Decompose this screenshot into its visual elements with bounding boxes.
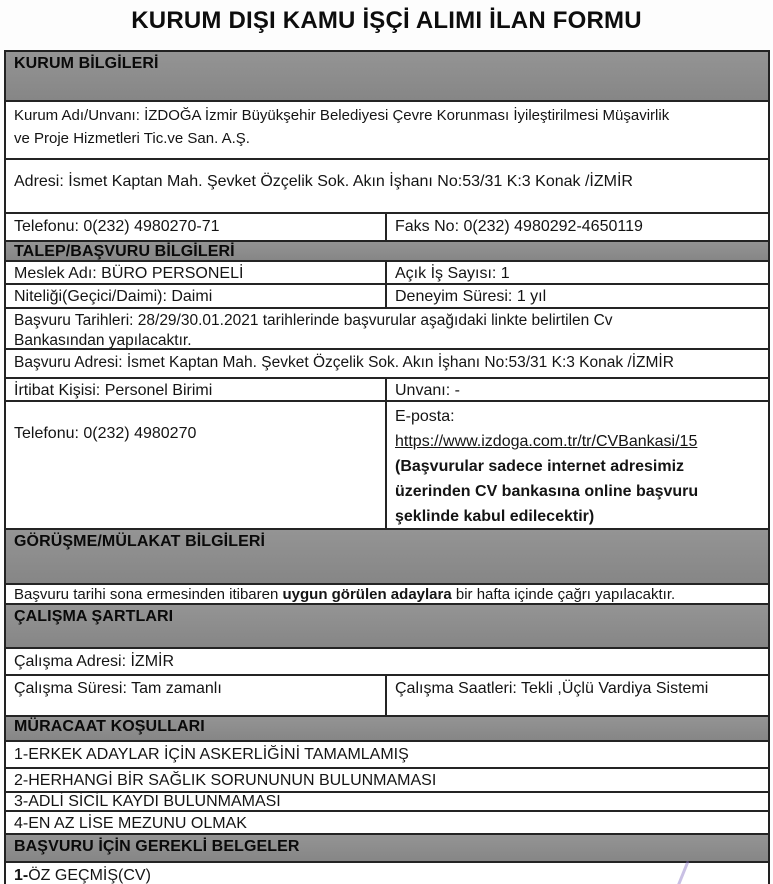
row-kurum-adi: [6, 100, 768, 158]
row-niteligi-deneyim: [6, 283, 768, 307]
row-telefon-eposta: [6, 400, 768, 528]
belge-item-1-text: ÖZ GEÇMİŞ(CV): [28, 867, 151, 884]
kosul-item-1: 1-ERKEK ADAYLAR İÇİN ASKERLİĞİNİ TAMAMLAMIŞ: [14, 746, 409, 763]
row-basvuru-adresi: [6, 348, 768, 377]
section-header-calisma-sartlari: ÇALIŞMA ŞARTLARI: [6, 603, 768, 647]
kurum-adi-line1: Kurum Adı/Unvanı: İZDOĞA İzmir Büyükşehir Belediyesi Çevre Korunması İyileştirilmesi Müşavirlik: [14, 107, 670, 124]
section-header-gorusme-mulakat: GÖRÜŞME/MÜLAKAT BİLGİLERİ: [6, 528, 768, 583]
field-acik-is-sayisi: Açık İş Sayısı: 1: [395, 265, 510, 282]
field-deneyim-suresi: Deneyim Süresi: 1 yıl: [395, 288, 547, 305]
kosul-item-4: 4-EN AZ LİSE MEZUNU OLMAK: [14, 815, 247, 832]
field-basvuru-adresi: Başvuru Adresi: İsmet Kaptan Mah. Şevket Özçelik Sok. Akın İşhanı No:53/31 K:3 Konak /İZMİR: [14, 354, 674, 371]
basvuru-tarihleri-line1: Başvuru Tarihleri: 28/29/30.01.2021 tarihlerinde başvurular aşağıdaki linkte belirtilen Cv: [14, 312, 613, 329]
row-irtibat-unvani: [6, 377, 768, 400]
gorusme-text: [6, 585, 768, 603]
row-kosul-1: [6, 740, 768, 767]
row-kosul-3: [6, 791, 768, 810]
section-header-gerekli-belgeler: BAŞVURU İÇİN GEREKLİ BELGELER: [6, 833, 768, 861]
row-adresi: [6, 158, 768, 212]
field-faks-no: Faks No: 0(232) 4980292-4650119: [395, 218, 643, 235]
page-title: KURUM DIŞI KAMU İŞÇİ ALIMI İLAN FORMU: [131, 7, 642, 34]
eposta-link[interactable]: https://www.izdoga.com.tr/tr/CVBankasi/15: [395, 433, 698, 450]
belge-item-1: [6, 863, 768, 884]
gorusme-text-prefix: Başvuru tarihi sona ermesinden itibaren: [14, 586, 283, 603]
belge-item-1-num: 1-: [14, 867, 29, 884]
field-adresi: Adresi: İsmet Kaptan Mah. Şevket Özçelik Sok. Akın İşhanı No:53/31 K:3 Konak /İZMİR: [14, 173, 633, 190]
kosul-item-3: 3-ADLİ SİCİL KAYDI BULUNMAMASI: [14, 793, 281, 810]
field-unvani: Unvanı: -: [395, 382, 460, 399]
eposta-note-line3: şeklinde kabul edilecektir): [395, 508, 595, 525]
field-meslek-adi: Meslek Adı: BÜRO PERSONELİ: [6, 262, 387, 283]
field-telefonu-2: Telefonu: 0(232) 4980270: [6, 402, 387, 528]
eposta-note-line1: (Başvurular sadece internet adresimiz: [395, 458, 685, 475]
section-header-kurum-bilgileri: KURUM BİLGİLERİ: [6, 52, 768, 100]
row-basvuru-tarihleri: [6, 307, 768, 348]
kurum-adi-line2: ve Proje Hizmetleri Tic.ve San. A.Ş.: [14, 130, 250, 147]
row-kosul-2: [6, 767, 768, 791]
field-eposta: [387, 402, 768, 528]
field-calisma-saatleri: Çalışma Saatleri: Tekli ,Üçlü Vardiya Sistemi: [395, 680, 709, 697]
gorusme-text-bold: uygun görülen adaylara: [282, 586, 452, 603]
row-kosul-4: [6, 810, 768, 833]
row-gorusme-text: [6, 583, 768, 603]
section-header-talep-basvuru: TALEP/BAŞVURU BİLGİLERİ: [6, 240, 768, 260]
field-irtibat-kisisi: İrtibat Kişisi: Personel Birimi: [6, 379, 387, 400]
gorusme-text-suffix: bir hafta içinde çağrı yapılacaktır.: [451, 586, 676, 603]
row-belge-1: [6, 861, 768, 884]
field-calisma-adresi: Çalışma Adresi: İZMİR: [14, 653, 175, 670]
field-telefonu: Telefonu: 0(232) 4980270-71: [6, 214, 387, 240]
eposta-note-line2: üzerinden CV bankasına online başvuru: [395, 483, 699, 500]
row-calisma-adresi: [6, 647, 768, 674]
basvuru-tarihleri-line2: Bankasından yapılacaktır.: [14, 332, 192, 349]
row-meslek-acikis: [6, 260, 768, 283]
field-basvuru-tarihleri: [6, 309, 768, 348]
row-telefon-faks: [6, 212, 768, 240]
eposta-label: E-posta:: [395, 408, 455, 425]
field-calisma-suresi: Çalışma Süresi: Tam zamanlı: [6, 676, 387, 715]
form-table: [4, 50, 770, 884]
field-niteligi: Niteliği(Geçici/Daimi): Daimi: [6, 285, 387, 307]
kosul-item-2: 2-HERHANGİ BİR SAĞLIK SORUNUNUN BULUNMAMASI: [14, 772, 437, 789]
row-calisma-suresi-saatleri: [6, 674, 768, 715]
section-header-muracaat-kosullari: MÜRACAAT KOŞULLARI: [6, 715, 768, 740]
field-kurum-adi: [6, 102, 768, 158]
